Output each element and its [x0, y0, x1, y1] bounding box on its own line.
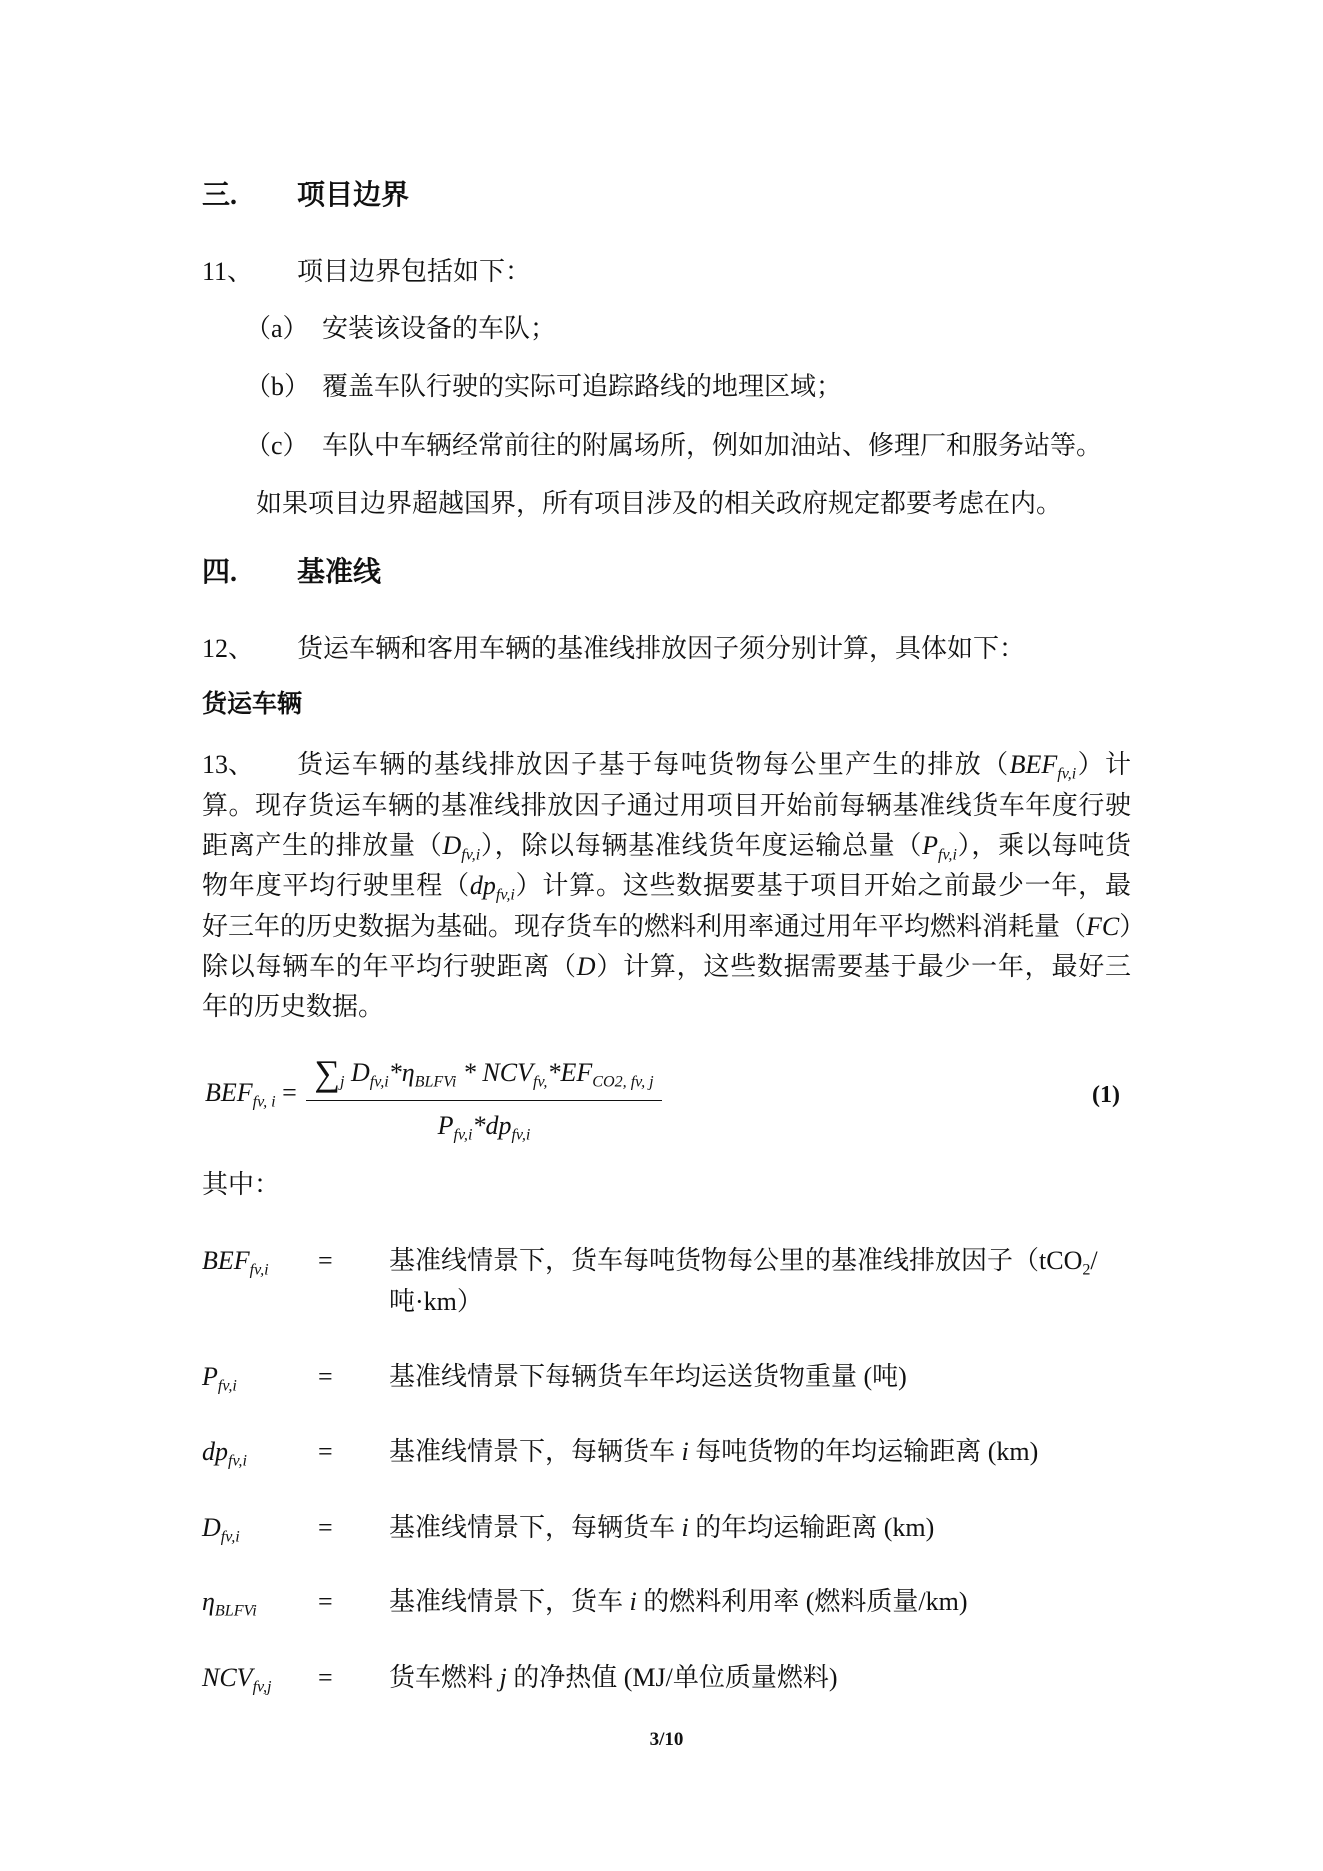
def-text: 基准线情景下，每辆货车 i 的年均运输距离 (km): [389, 1513, 935, 1542]
def-symbol: $NCV_{fv,j}$: [202, 1663, 272, 1696]
denominator: $P_{fv,i}*dp_{fv,i}$: [437, 1111, 531, 1144]
def-eq: =: [318, 1513, 333, 1542]
para-line: 距离产生的排放量$(D_{fv,i})$，除以每辆基准线货年度运输总量$(P_{fv,i})$，乘以每吨货: [202, 831, 1131, 864]
def-symbol: $dp_{fv,i}$: [202, 1437, 247, 1470]
def-text: 基准线情景下，货车 i 的燃料利用率 (燃料质量/km): [389, 1587, 968, 1616]
formula-fraction: [306, 1052, 662, 1145]
para-number: 11、: [202, 257, 254, 286]
list-item: 安装该设备的车队；: [322, 314, 557, 343]
section-title: 项目边界: [297, 180, 410, 211]
def-text: 基准线情景下，每辆货车 i 每吨货物的年均运输距离 (km): [389, 1437, 1039, 1466]
section-number: 三.: [202, 180, 238, 211]
def-eq: =: [318, 1663, 333, 1692]
def-text: 基准线情景下每辆货车年均运送货物重量 (吨): [389, 1362, 907, 1391]
def-text: 基准线情景下，货车每吨货物每公里的基准线排放因子（tCO$_2$/: [389, 1246, 1098, 1279]
para-text: 项目边界包括如下：: [297, 257, 532, 286]
def-symbol: $BEF_{fv,i}$: [202, 1246, 269, 1279]
formula-lhs: $BEF_{fv, i}$ =: [205, 1078, 297, 1111]
section-number: 四.: [202, 557, 238, 588]
def-eq: =: [318, 1587, 333, 1616]
list-label: （a）: [245, 314, 309, 343]
list-item: 覆盖车队行驶的实际可追踪路线的地理区域；: [322, 372, 843, 401]
def-symbol: $D_{fv,i}$: [202, 1513, 240, 1546]
para-line: 年的历史数据。: [202, 992, 385, 1021]
page-number: 3/10: [649, 1729, 684, 1750]
def-eq: =: [318, 1437, 333, 1466]
para-number: 12、: [202, 634, 255, 663]
para-text: 货运车辆和客用车辆的基准线排放因子须分别计算，具体如下：: [297, 634, 1026, 663]
para-line: 除以每辆车的年平均行驶距离（D）计算，这些数据需要基于最少一年，最好三: [202, 952, 1131, 981]
subheading: 货运车辆: [202, 691, 303, 718]
para-line: 算。现存货运车辆的基准线排放因子通过用项目开始前每辆基准线货车年度行驶: [202, 791, 1131, 820]
equation-number: (1): [1092, 1082, 1120, 1108]
where-label: 其中：: [202, 1170, 281, 1199]
list-item: 车队中车辆经常前往的附属场所，例如加油站、修理厂和服务站等。: [322, 431, 1103, 460]
para-text: 如果项目边界超越国界，所有项目涉及的相关政府规定都要考虑在内。: [256, 489, 1063, 518]
def-text: 吨·km）: [389, 1287, 483, 1316]
para-line: 货运车辆的基线排放因子基于每吨货物每公里产生的排放$(BEF_{fv,i})$计: [297, 750, 1131, 783]
def-text: 货车燃料 j 的净热值 (MJ/单位质量燃料): [389, 1663, 838, 1692]
list-label: （c）: [245, 431, 309, 460]
para-number: 13、: [202, 750, 255, 779]
para-line: 物年度平均行驶里程$(dp_{fv,i})$计算。这些数据要基于项目开始之前最少一年，最: [202, 871, 1131, 904]
section-title: 基准线: [297, 557, 382, 588]
def-symbol: $P_{fv,i}$: [202, 1362, 237, 1395]
numerator: $\sum_j$ $D_{fv,i}*\eta_{BLFVi} * NCV_{fv,}*EF_{CO2, fv, j}$: [306, 1052, 662, 1101]
def-symbol: $\eta_{BLFVi}$: [202, 1587, 257, 1620]
para-line: 好三年的历史数据为基础。现存货车的燃料利用率通过用年平均燃料消耗量（FC）: [202, 912, 1146, 941]
list-label: （b）: [245, 372, 311, 401]
def-eq: =: [318, 1246, 333, 1275]
def-eq: =: [318, 1362, 333, 1391]
